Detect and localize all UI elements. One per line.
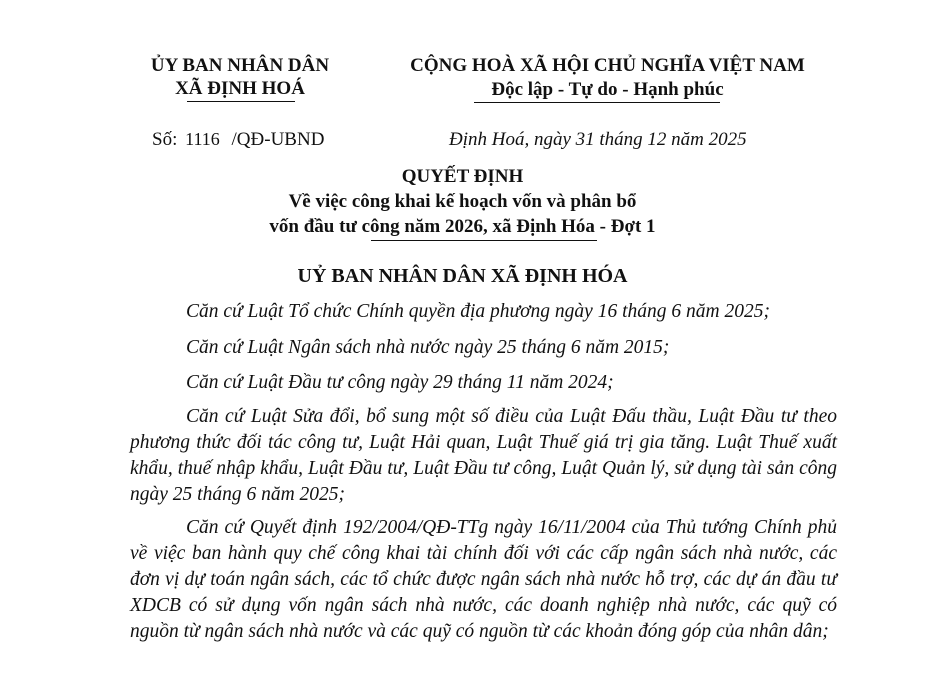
legal-basis-1: Căn cứ Luật Tổ chức Chính quyền địa phương ngày 16 tháng 6 năm 2025; bbox=[186, 301, 770, 322]
nation-title: CỘNG HOÀ XÃ HỘI CHỦ NGHĨA VIỆT NAM bbox=[410, 55, 805, 76]
place-date: Định Hoá, ngày 31 tháng 12 năm 2025 bbox=[449, 129, 747, 150]
doc-number-prefix: Số: bbox=[152, 129, 178, 150]
nation-motto: Độc lập - Tự do - Hạnh phúc bbox=[491, 79, 724, 100]
legal-basis-5: Căn cứ Quyết định 192/2004/QĐ-TTg ngày 16/11/2004 của Thủ tướng Chính phủ về việc ban hành quy chế công khai tài chính đối với các cấp ngân sách nhà nước, các đơn vị dự toán ngân sách, các tổ chức được ngân sách nhà nước hỗ trợ, các dự án đầu tư XDCB có sử dụng vốn ngân sách nhà nước, các doanh nghiệp nhà nước, các quỹ có nguồn từ ngân sách nhà nước và các quỹ có nguồn từ các khoản đóng góp của nhân dân; bbox=[130, 517, 837, 642]
legal-basis-4: Căn cứ Luật Sửa đổi, bổ sung một số điều của Luật Đấu thầu, Luật Đầu tư theo phương thức đối tác công tư, Luật Hải quan, Luật Thuế giá trị gia tăng. Luật Thuế xuất khẩu, thuế nhập khẩu, Luật Đầu tư, Luật Đầu tư công, Luật Quản lý, sử dụng tài sản công ngày 25 tháng 6 năm 2025; bbox=[130, 406, 837, 505]
agency-name-line1: ỦY BAN NHÂN DÂN bbox=[150, 55, 330, 76]
issuing-authority: UỶ BAN NHÂN DÂN XÃ ĐỊNH HÓA bbox=[297, 265, 628, 287]
legal-basis-3: Căn cứ Luật Đầu tư công ngày 29 tháng 11 năm 2024; bbox=[186, 372, 614, 393]
agency-name-line2: XÃ ĐỊNH HOÁ bbox=[175, 78, 305, 99]
decision-subject-line2: vốn đầu tư công năm 2026, xã Định Hóa - Đợt 1 bbox=[269, 216, 656, 237]
agency-underline bbox=[187, 101, 295, 102]
motto-underline bbox=[474, 102, 720, 103]
doc-number-value: 1116 bbox=[185, 129, 220, 149]
title-underline bbox=[371, 240, 597, 241]
doc-number bbox=[152, 128, 324, 151]
decision-type: QUYẾT ĐỊNH bbox=[401, 166, 524, 187]
decision-subject-line1: Về việc công khai kế hoạch vốn và phân bổ bbox=[288, 191, 637, 212]
legal-basis-2: Căn cứ Luật Ngân sách nhà nước ngày 25 tháng 6 năm 2015; bbox=[186, 337, 670, 358]
doc-number-suffix: /QĐ-UBND bbox=[231, 129, 325, 150]
